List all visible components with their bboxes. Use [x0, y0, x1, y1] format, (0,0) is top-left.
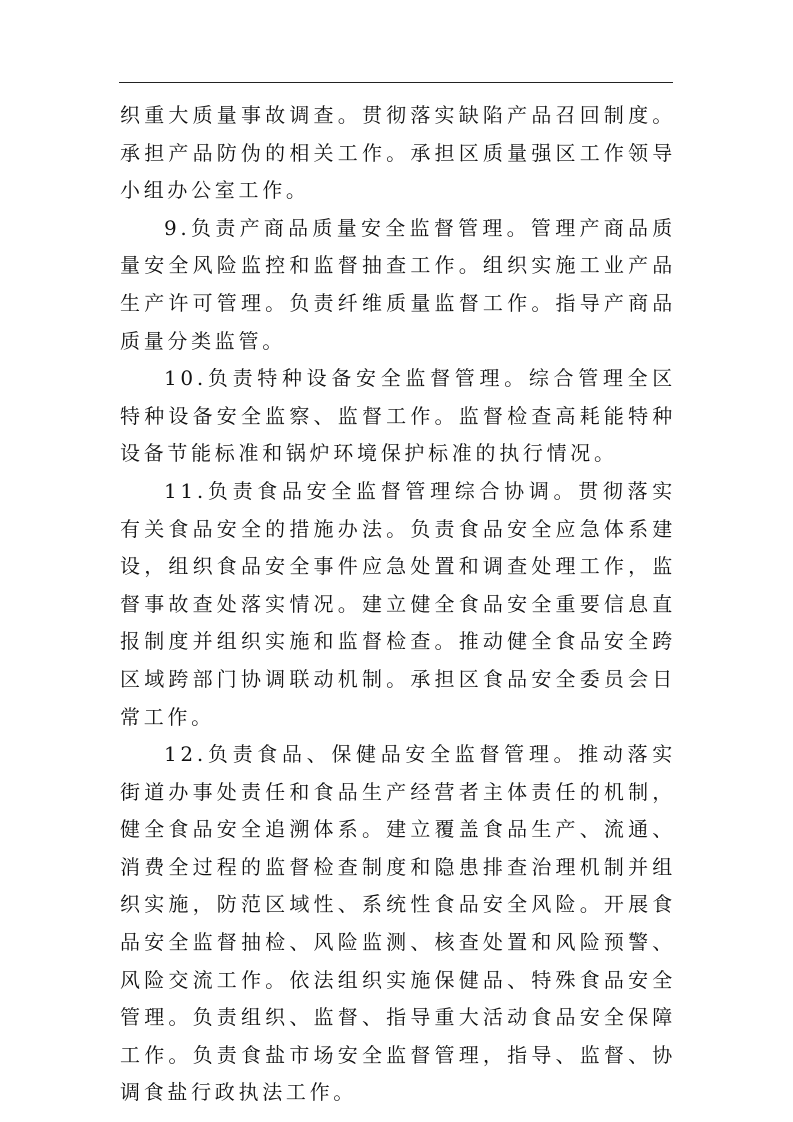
paragraph-item-12: 12.负责食品、保健品安全监督管理。推动落实街道办事处责任和食品生产经营者主体责任的机制，健全食品安全追溯体系。建立覆盖食品生产、流通、消费全过程的监督检查制度和隐患排查治理机制并组织实施，防范区域性、系统性食品安全风险。开展食品安全监督抽检、风险监测、核查处置和风险预警、风险交流工作。依法组织实施保健品、特殊食品安全管理。负责组织、监督、指导重大活动食品安全保障工作。负责食盐市场安全监督管理，指导、监督、协调食盐行政执法工作。	[120, 742, 676, 1105]
body-text	[120, 97, 676, 1112]
paragraph-item-9: 9.负责产商品质量安全监督管理。管理产商品质量安全风险监控和监督抽查工作。组织实施工业产品生产许可管理。负责纤维质量监督工作。指导产商品质量分类监管。	[120, 215, 676, 353]
paragraph-item-11: 11.负责食品安全监督管理综合协调。贯彻落实有关食品安全的措施办法。负责食品安全应急体系建设，组织食品安全事件应急处置和调查处理工作，监督事故查处落实情况。建立健全食品安全重要信息直报制度并组织实施和监督检查。推动健全食品安全跨区域跨部门协调联动机制。承担区食品安全委员会日常工作。	[120, 478, 676, 729]
header-rule	[119, 82, 673, 83]
paragraph-item-10: 10.负责特种设备安全监督管理。综合管理全区特种设备安全监察、监督工作。监督检查高耗能特种设备节能标准和锅炉环境保护标准的执行情况。	[120, 366, 676, 466]
paragraph-continued: 织重大质量事故调查。贯彻落实缺陷产品召回制度。承担产品防伪的相关工作。承担区质量强区工作领导小组办公室工作。	[120, 103, 676, 203]
